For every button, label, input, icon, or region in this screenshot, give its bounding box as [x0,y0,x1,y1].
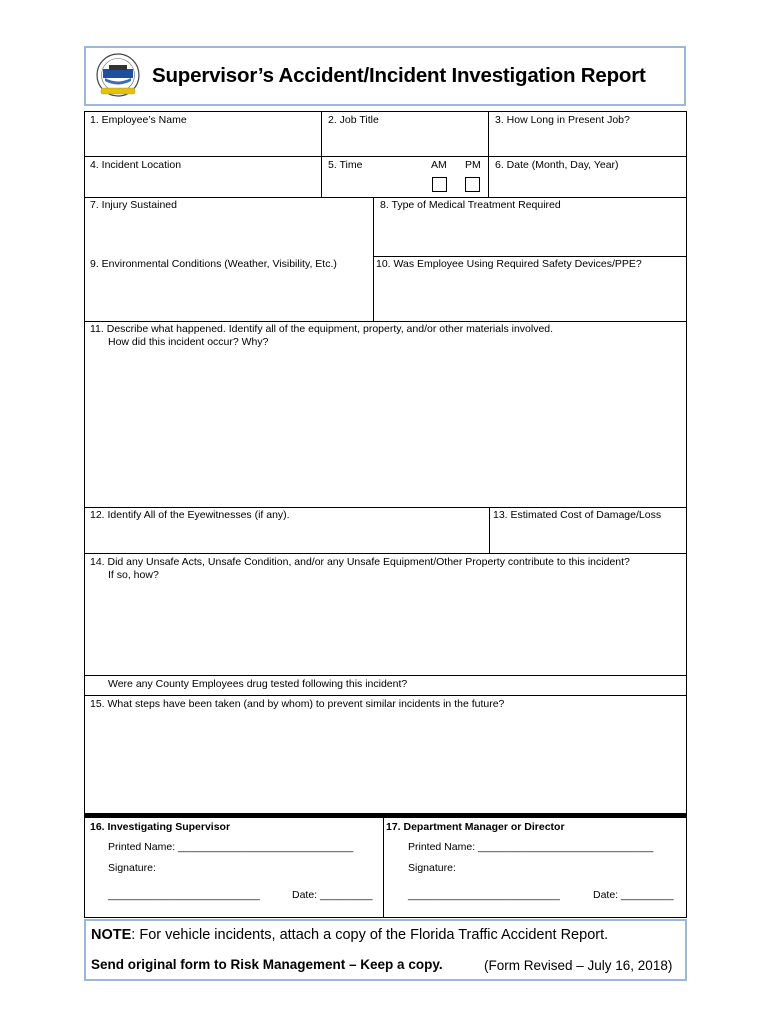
injury-label: 7. Injury Sustained [90,199,177,211]
date-label: 6. Date (Month, Day, Year) [495,159,619,171]
drug-test-label: Were any County Employees drug tested following this incident? [108,678,408,690]
describe-label-2: How did this incident occur? Why? [108,336,269,348]
rule [488,111,489,197]
employee-name-label: 1. Employee’s Name [90,114,187,126]
send-original-note: Send original form to Risk Management – Keep a copy. [91,957,443,972]
rule [321,111,322,197]
time-in-job-label: 3. How Long in Present Job? [495,114,630,126]
note-text: : For vehicle incidents, attach a copy of the Florida Traffic Accident Report. [131,927,609,943]
rule [84,675,687,676]
job-title-label: 2. Job Title [328,114,379,126]
note-label: NOTE [91,927,132,943]
safety-devices-label: 10. Was Employee Using Required Safety Devices/PPE? [376,258,642,270]
rule [373,197,374,321]
signature-left-label: Signature: [108,862,156,874]
am-label: AM [431,159,447,171]
pm-label: PM [465,159,481,171]
date-left: Date: _________ [292,889,373,901]
estimated-cost-label: 13. Estimated Cost of Damage/Loss [493,509,662,521]
prevention-steps-label: 15. What steps have been taken (and by whom) to prevent similar incidents in the future? [90,698,505,710]
county-seal-logo [95,52,141,98]
note-line [91,927,608,943]
pm-checkbox[interactable] [465,177,480,192]
unsafe-acts-label-2: If so, how? [108,569,159,581]
medical-treatment-label: 8. Type of Medical Treatment Required [380,199,561,211]
investigating-supervisor-label: 16. Investigating Supervisor [90,821,231,833]
rule [383,818,384,918]
signature-line-right: __________________________ [408,889,560,901]
rule [84,156,687,157]
describe-label: 11. Describe what happened. Identify all of the equipment, property, and/or other materials involved. [90,323,554,335]
form-revised-note: (Form Revised – July 16, 2018) [484,958,673,973]
rule [84,321,687,322]
rule [84,553,687,554]
rule [374,256,687,257]
signature-right-label: Signature: [408,862,456,874]
thick-rule [84,813,687,818]
department-manager-label: 17. Department Manager or Director [386,821,565,833]
printed-name-left: Printed Name: ______________________________ [108,841,354,853]
date-right: Date: _________ [593,889,674,901]
rule [84,197,687,198]
rule [489,507,490,553]
printed-name-right: Printed Name: ______________________________ [408,841,654,853]
rule [84,695,687,696]
rule [84,507,687,508]
eyewitnesses-label: 12. Identify All of the Eyewitnesses (if any). [90,509,290,521]
page-title: Supervisor’s Accident/Incident Investigation Report [152,64,646,87]
time-label: 5. Time [328,159,363,171]
environment-label: 9. Environmental Conditions (Weather, Visibility, Etc.) [90,258,337,270]
unsafe-acts-label: 14. Did any Unsafe Acts, Unsafe Condition, and/or any Unsafe Equipment/Other Property contribute to this incident? [90,556,630,568]
incident-location-label: 4. Incident Location [90,159,182,171]
signature-line-left: __________________________ [108,889,260,901]
am-checkbox[interactable] [432,177,447,192]
